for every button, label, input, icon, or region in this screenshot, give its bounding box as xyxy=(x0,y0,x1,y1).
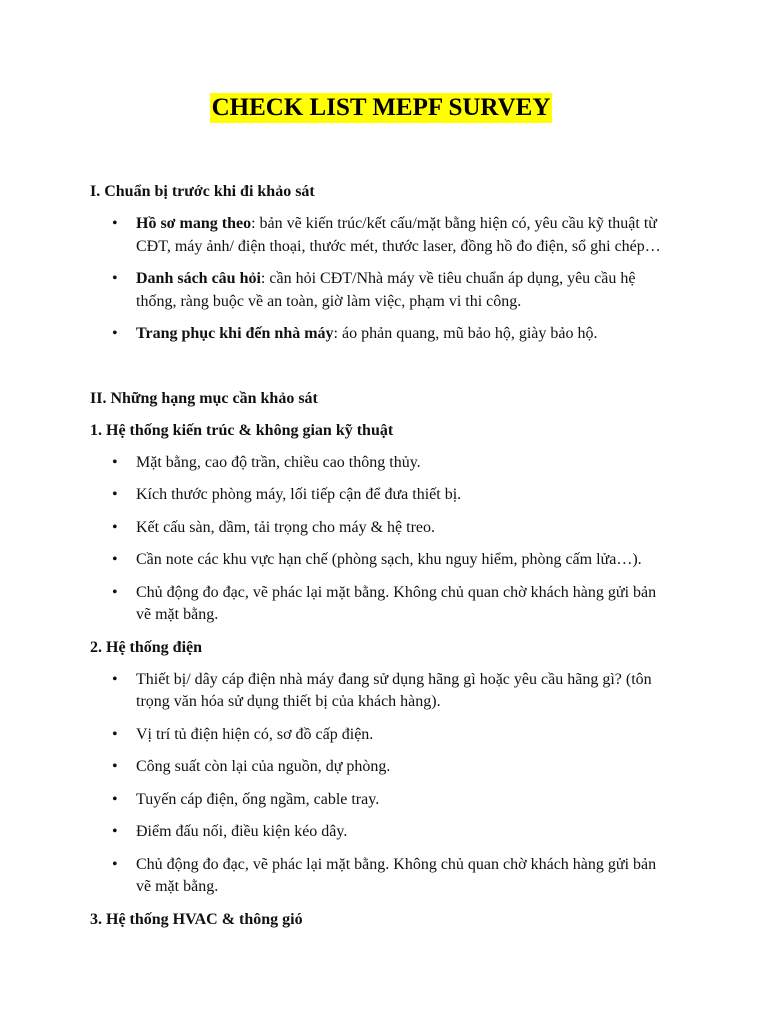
list-item: • Mặt bằng, cao độ trần, chiều cao thông thủy. xyxy=(90,452,672,475)
list-item xyxy=(90,268,672,313)
list-item xyxy=(90,213,672,258)
list-item: • Kết cấu sàn, dầm, tải trọng cho máy & hệ treo. xyxy=(90,517,672,540)
section-1-heading: I. Chuẩn bị trước khi đi khảo sát xyxy=(90,183,315,200)
list-item: • Chủ động đo đạc, vẽ phác lại mặt bằng. Không chủ quan chờ khách hàng gửi bản vẽ mặt bằng. xyxy=(90,582,672,627)
list-item: • Tuyến cáp điện, ống ngầm, cable tray. xyxy=(90,789,672,812)
list-item xyxy=(90,323,672,346)
list-item: • Cần note các khu vực hạn chế (phòng sạch, khu nguy hiểm, phòng cấm lửa…). xyxy=(90,549,672,572)
subsection-2-heading: 2. Hệ thống điện xyxy=(90,638,203,656)
section-1-list xyxy=(90,213,672,346)
list-item: • Thiết bị/ dây cáp điện nhà máy đang sử dụng hãng gì hoặc yêu cầu hãng gì? (tôn trọng văn hóa sử dụng thiết bị của khách hàng). xyxy=(90,669,672,714)
subsection-1-heading: 1. Hệ thống kiến trúc & không gian kỹ thuật xyxy=(90,421,394,439)
item-text: : bản vẽ kiến trúc/kết cấu/mặt bằng hiện có, yêu cầu kỹ thuật từ CĐT, máy ảnh/ điện thoại, thước mét, thước laser, đồng hồ đo điện, sổ ghi chép… xyxy=(136,215,661,255)
list-item: • Chủ động đo đạc, vẽ phác lại mặt bằng. Không chủ quan chờ khách hàng gửi bản vẽ mặt bằng. xyxy=(90,854,672,899)
list-item: • Kích thước phòng máy, lối tiếp cận để đưa thiết bị. xyxy=(90,484,672,507)
list-item: • Công suất còn lại của nguồn, dự phòng. xyxy=(90,756,672,779)
list-item: • Điểm đấu nối, điều kiện kéo dây. xyxy=(90,821,672,844)
item-label: Danh sách câu hỏi xyxy=(136,270,261,287)
document-title: CHECK LIST MEPF SURVEY xyxy=(211,94,551,121)
subsection-1-list xyxy=(90,452,672,627)
item-text: : cần hỏi CĐT/Nhà máy về tiêu chuẩn áp dụng, yêu cầu hệ thống, ràng buộc về an toàn, giờ làm việc, phạm vi thi công. xyxy=(136,270,636,310)
list-item: • Vị trí tủ điện hiện có, sơ đồ cấp điện. xyxy=(90,724,672,747)
item-label: Hồ sơ mang theo xyxy=(136,215,252,232)
section-2-heading: II. Những hạng mục cần khảo sát xyxy=(90,389,318,407)
title-wrapper xyxy=(90,0,672,123)
item-text: : áo phản quang, mũ bảo hộ, giày bảo hộ. xyxy=(333,325,598,342)
subsection-2-list xyxy=(90,669,672,899)
subsection-3-heading: 3. Hệ thống HVAC & thông gió xyxy=(90,910,303,928)
item-label: Trang phục khi đến nhà máy xyxy=(136,325,334,342)
